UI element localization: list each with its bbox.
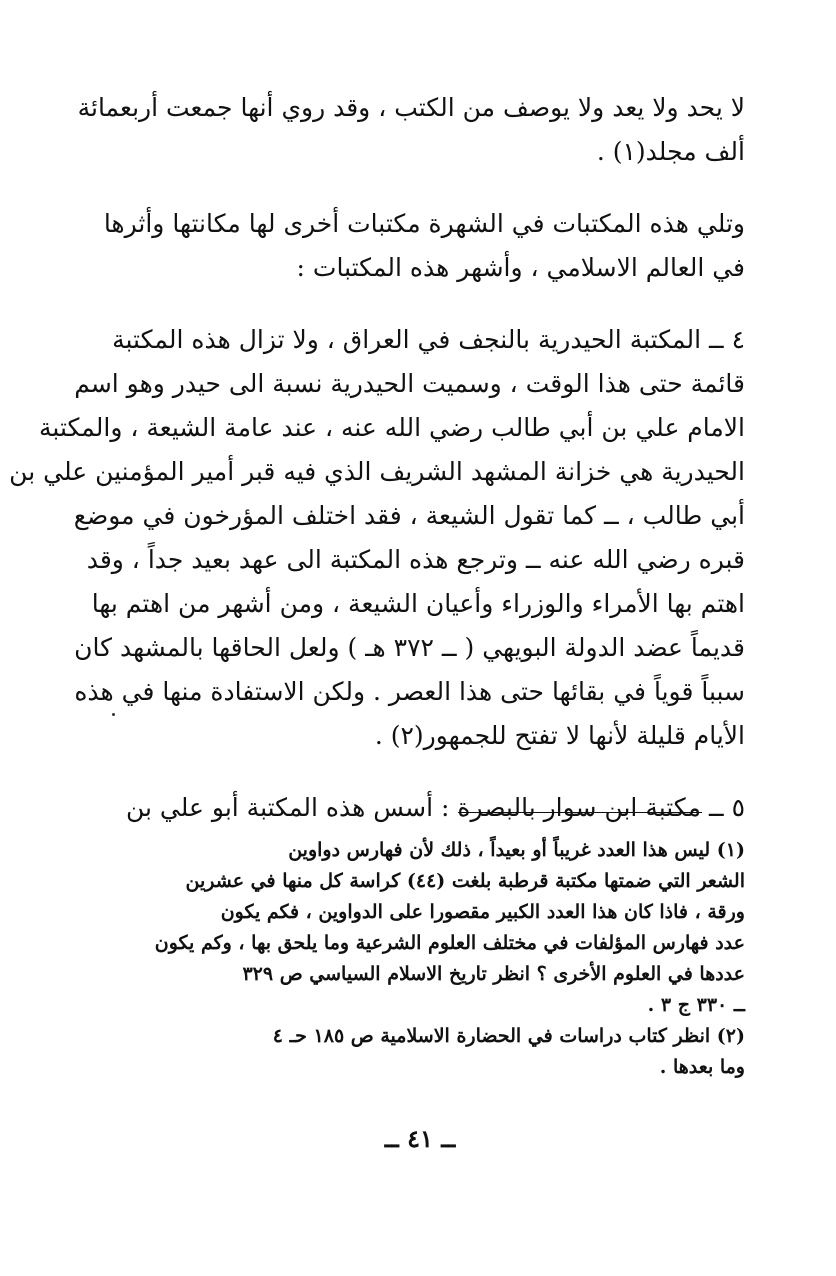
footnote-line: ــ ٣٣٠ ج ٣ . bbox=[647, 994, 745, 1016]
body-line: ٥ ــ مكتبة ابن سوار بالبصرة : أسس هذه المكتبة أبو علي بن bbox=[125, 793, 745, 822]
footnote-line: (٢) انظر كتاب دراسات في الحضارة الاسلامية ص ١٨٥ حـ ٤ bbox=[272, 1025, 745, 1047]
footnote-line: ورقة ، فاذا كان هذا العدد الكبير مقصورا على الدواوين ، فكم يكون bbox=[220, 901, 745, 923]
body-line: قائمة حتى هذا الوقت ، وسميت الحيدرية نسبة الى حيدر وهو اسم bbox=[74, 369, 745, 398]
footnotes-block bbox=[108, 838, 745, 1086]
body-line: الأيام قليلة لأنها لا تفتح للجمهور(٢) . bbox=[374, 721, 745, 750]
body-line: اهتم بها الأمراء والوزراء وأعيان الشيعة ، ومن أشهر من اهتم بها bbox=[91, 589, 745, 618]
main-text-block bbox=[9, 92, 745, 836]
body-line: سبباً قوياً في بقائها حتى هذا العصر . ولكن الاستفادة منها في هذه bbox=[74, 677, 745, 706]
body-line: الامام علي بن أبي طالب رضي الله عنه ، عند عامة الشيعة ، والمكتبة bbox=[39, 413, 745, 442]
body-line: في العالم الاسلامي ، وأشهر هذه المكتبات : bbox=[296, 253, 745, 282]
page-number: ــ ٤١ ــ bbox=[384, 1124, 456, 1153]
body-line: قبره رضي الله عنه ــ وترجع هذه المكتبة الى عهد بعيد جداً ، وقد bbox=[86, 545, 745, 574]
body-line: ٤ ــ المكتبة الحيدرية بالنجف في العراق ، ولا تزال هذه المكتبة bbox=[112, 325, 745, 354]
footnote-line: وما بعدها . bbox=[659, 1056, 745, 1078]
body-line: أبي طالب ، ــ كما تقول الشيعة ، فقد اختلف المؤرخون في موضع bbox=[73, 501, 745, 530]
body-line: قديماً عضد الدولة البويهي ( ــ ٣٧٢ هـ ) ولعل الحاقها بالمشهد كان bbox=[74, 633, 745, 662]
body-line: الحيدرية هي خزانة المشهد الشريف الذي فيه قبر أمير المؤمنين علي بن bbox=[9, 457, 745, 486]
footnote-line: الشعر التي ضمتها مكتبة قرطبة بلغت (٤٤) كراسة كل منها في عشرين bbox=[185, 870, 745, 892]
stray-dot bbox=[112, 713, 115, 716]
body-line: وتلي هذه المكتبات في الشهرة مكتبات أخرى لها مكانتها وأثرها bbox=[103, 209, 745, 238]
body-line: لا يحد ولا يعد ولا يوصف من الكتب ، وقد روي أنها جمعت أربعمائة bbox=[77, 93, 745, 122]
footnote-separator bbox=[458, 812, 702, 813]
body-line: ألف مجلد(١) . bbox=[596, 137, 745, 166]
footnote-line: (١) ليس هذا العدد غريباً أو بعيداً ، ذلك لأن فهارس دواوين bbox=[288, 839, 745, 861]
footnote-line: عددها في العلوم الأخرى ؟ انظر تاريخ الاسلام السياسي ص ٣٢٩ bbox=[242, 963, 745, 985]
footnote-line: عدد فهارس المؤلفات في مختلف العلوم الشرعية وما يلحق بها ، وكم يكون bbox=[154, 932, 745, 954]
